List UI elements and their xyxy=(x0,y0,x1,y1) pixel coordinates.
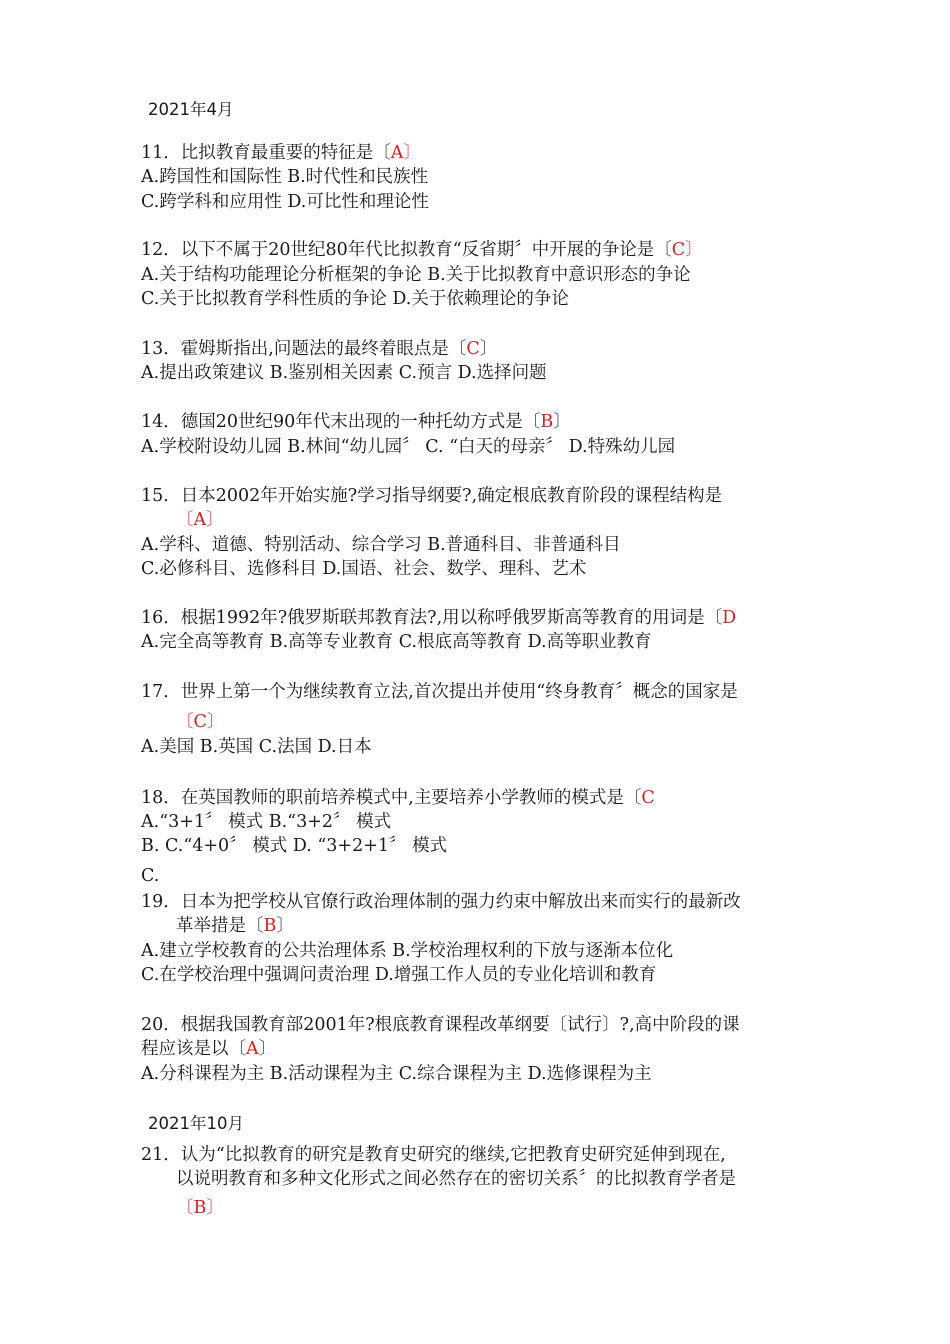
question-stem: 17．世界上第一个为继续教育立法,首次提出并使用“终身教育〞概念的国家是 xyxy=(141,682,738,702)
answer-mark: A xyxy=(390,143,404,163)
question-stem: 11．比拟教育最重要的特征是〔A〕 xyxy=(141,143,421,163)
option-line: C.跨学科和应用性 D.可比性和理论性 xyxy=(141,192,429,212)
answer-mark: C xyxy=(641,788,655,808)
option-line: A.“3+1〞 模式 B.“3+2〞 模式 xyxy=(141,812,392,832)
question-stem: 18．在英国教师的职前培养模式中,主要培养小学教师的模式是〔C xyxy=(141,788,655,808)
option-line: A.学科、道德、特别活动、综合学习 B.普通科目、非普通科目 xyxy=(141,535,621,555)
answer-mark: D xyxy=(722,608,737,628)
question-stem: 19．日本为把学校从官僚行政治理体制的强力约束中解放出来而实行的最新改 xyxy=(141,892,741,912)
option-line: A.建立学校教育的公共治理体系 B.学校治理权利的下放与逐渐本位化 xyxy=(141,941,674,961)
option-line: A.跨国性和国际性 B.时代性和民族性 xyxy=(141,167,429,187)
option-line: C. xyxy=(141,866,160,886)
question-stem: 14．德国20世纪90年代末出现的一种托幼方式是〔B〕 xyxy=(141,412,571,432)
question-stem-cont: 〔B〕 xyxy=(176,1198,224,1218)
question-stem: 12．以下不属于20世纪80年代比拟教育“反省期〞中开展的争论是〔C〕 xyxy=(141,240,703,260)
option-line: C.必修科目、选修科目 D.国语、社会、数学、理科、艺术 xyxy=(141,559,587,579)
option-line: A.学校附设幼儿园 B.林间“幼儿园〞 C. “白天的母亲〞 D.特殊幼儿园 xyxy=(141,437,676,457)
question-stem: 16．根据1992年?俄罗斯联邦教育法?,用以称呼俄罗斯高等教育的用词是〔D xyxy=(141,608,737,628)
answer-mark: C xyxy=(466,339,480,359)
answer-mark: B xyxy=(193,1198,207,1218)
option-line: A.分科课程为主 B.活动课程为主 C.综合课程为主 D.选修课程为主 xyxy=(141,1064,652,1084)
question-stem-cont: 程应该是以〔A〕 xyxy=(141,1039,277,1059)
section-heading: 2021年4月 xyxy=(148,100,234,119)
option-line: A.关于结构功能理论分析框架的争论 B.关于比拟教育中意识形态的争论 xyxy=(141,265,691,285)
question-stem: 15．日本2002年开始实施?学习指导纲要?,确定根底教育阶段的课程结构是 xyxy=(141,486,723,506)
answer-mark: C xyxy=(671,240,686,260)
option-line: A.美国 B.英国 C.法国 D.日本 xyxy=(141,737,372,757)
option-line: B. C.“4+0〞 模式 D. “3+2+1〞 模式 xyxy=(141,836,448,856)
question-stem-cont: 革举措是〔B〕 xyxy=(176,916,294,936)
answer-mark: C xyxy=(193,712,207,732)
section-heading: 2021年10月 xyxy=(148,1114,244,1133)
question-stem-cont: 〔A〕 xyxy=(176,510,224,530)
option-line: C.关于比拟教育学科性质的争论 D.关于依赖理论的争论 xyxy=(141,289,569,309)
question-stem-cont: 以说明教育和多种文化形式之间必然存在的密切关系〞的比拟教育学者是 xyxy=(176,1169,736,1189)
question-stem: 21．认为“比拟教育的研究是教育史研究的继续,它把教育史研究延伸到现在, xyxy=(141,1145,726,1165)
question-stem-cont: 〔C〕 xyxy=(176,712,225,732)
answer-mark: B xyxy=(263,916,277,936)
option-line: A.提出政策建议 B.鉴别相关因素 C.预言 D.选择问题 xyxy=(141,363,547,383)
option-line: C.在学校治理中强调问责治理 D.增强工作人员的专业化培训和教育 xyxy=(141,965,657,985)
question-stem: 20．根据我国教育部2001年?根底教育课程改革纲要〔试行〕?,高中阶段的课 xyxy=(141,1015,740,1035)
answer-mark: B xyxy=(540,412,554,432)
answer-mark: A xyxy=(246,1039,259,1059)
answer-mark: A xyxy=(193,510,207,530)
option-line: A.完全高等教育 B.高等专业教育 C.根底高等教育 D.高等职业教育 xyxy=(141,632,652,652)
question-stem: 13．霍姆斯指出,问题法的最终着眼点是〔C〕 xyxy=(141,339,498,359)
